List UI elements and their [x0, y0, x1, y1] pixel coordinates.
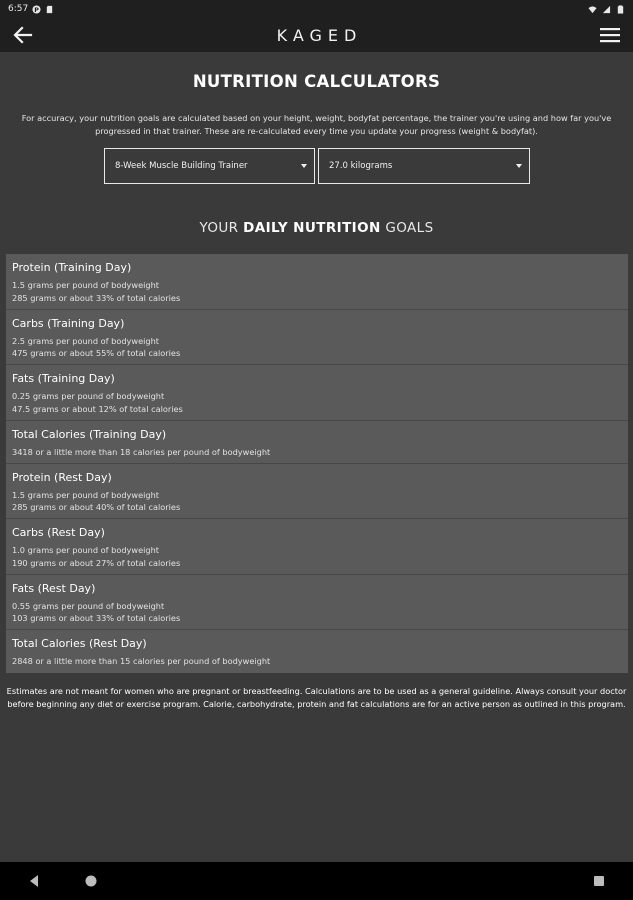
goal-detail: 0.55 grams per pound of bodyweight	[12, 600, 165, 611]
app-notification-icon	[32, 5, 41, 14]
goal-protein-rest	[6, 464, 628, 520]
arrow-left-icon	[13, 26, 33, 44]
trainer-select[interactable]	[104, 148, 315, 184]
back-button[interactable]	[10, 22, 36, 48]
page-title: NUTRITION CALCULATORS	[192, 72, 441, 91]
goal-detail: 2848 or a little more than 15 calories per pound of bodyweight	[12, 656, 271, 666]
system-nav-bar	[0, 862, 633, 900]
status-time: 6:57	[8, 4, 29, 14]
goal-fats-training	[6, 365, 628, 421]
signal-icon	[602, 5, 611, 14]
status-bar	[0, 0, 633, 18]
dropdown-caret-icon	[516, 164, 522, 168]
svg-text:P: P	[34, 6, 40, 14]
sd-card-icon	[45, 5, 54, 14]
goals-heading	[0, 220, 633, 236]
goal-detail: 47.5 grams or about 12% of total calories	[12, 403, 183, 414]
goal-detail: 1.5 grams per pound of bodyweight	[12, 489, 159, 500]
goal-detail: 190 grams or about 27% of total calories	[12, 557, 181, 568]
hamburger-menu-icon	[599, 26, 621, 44]
goal-detail: 2.5 grams per pound of bodyweight	[12, 335, 159, 346]
goal-title: Total Calories (Rest Day)	[12, 637, 147, 650]
app-bar	[0, 18, 633, 52]
nav-back-icon[interactable]	[28, 874, 40, 888]
goal-title: Protein (Rest Day)	[12, 470, 112, 484]
goal-title: Fats (Training Day)	[12, 372, 115, 385]
nav-home-icon[interactable]	[84, 874, 98, 888]
dropdown-caret-icon	[301, 164, 307, 168]
goals-heading-bold: DAILY NUTRITION	[243, 220, 381, 236]
goal-title: Fats (Rest Day)	[12, 581, 96, 595]
goal-detail: 3418 or a little more than 18 calories per pound of bodyweight	[12, 446, 271, 457]
goal-calories-training	[6, 421, 628, 464]
wifi-icon	[588, 5, 597, 14]
nav-recents-icon[interactable]	[592, 874, 606, 888]
goal-detail: 1.0 grams per pound of bodyweight	[12, 545, 159, 555]
goal-detail: 475 grams or about 55% of total calories	[12, 348, 181, 358]
main-content	[0, 52, 633, 862]
battery-icon	[616, 5, 625, 14]
goal-carbs-training	[6, 310, 628, 366]
goal-title: Total Calories (Training Day)	[12, 427, 167, 441]
goal-fats-rest	[6, 575, 628, 631]
goal-title: Carbs (Rest Day)	[12, 526, 105, 539]
intro-text: For accuracy, your nutrition goals are calculated based on your height, weight, bodyfat percentage, the trainer you're using and how far you've progressed in that trainer. These are re-calculated every time you update your progress (weight & bodyfat).	[21, 113, 612, 136]
weight-select[interactable]	[318, 148, 530, 184]
goal-detail: 103 grams or about 33% of total calories	[12, 613, 181, 623]
menu-button[interactable]	[597, 22, 623, 48]
goals-list	[6, 254, 628, 673]
goal-title: Carbs (Training Day)	[12, 316, 125, 330]
goal-detail: 1.5 grams per pound of bodyweight	[12, 280, 159, 290]
trainer-select-value: 8-Week Muscle Building Trainer	[115, 161, 248, 171]
disclaimer-text: Estimates are not meant for women who are pregnant or breastfeeding. Calculations are to be used as a general guideline. Always consult your doctor before beginning any diet or exercise program. Calorie, carbohydrate, protein and fat calculations are for an active person as outlined in this program.	[6, 686, 627, 709]
brand-logo: KAGED	[276, 25, 363, 45]
goal-calories-rest	[6, 630, 628, 673]
goal-detail: 0.25 grams per pound of bodyweight	[12, 391, 165, 401]
weight-select-value: 27.0 kilograms	[329, 161, 393, 171]
goal-carbs-rest	[6, 519, 628, 575]
goal-protein-training	[6, 254, 628, 310]
goal-detail: 285 grams or about 33% of total calories	[12, 292, 181, 303]
goal-detail: 285 grams or about 40% of total calories	[12, 502, 181, 512]
goal-title: Protein (Training Day)	[12, 261, 132, 274]
status-left	[8, 4, 54, 14]
status-right	[588, 5, 625, 14]
goals-heading-pre: YOUR	[199, 220, 244, 236]
goals-heading-post: GOALS	[380, 220, 434, 236]
